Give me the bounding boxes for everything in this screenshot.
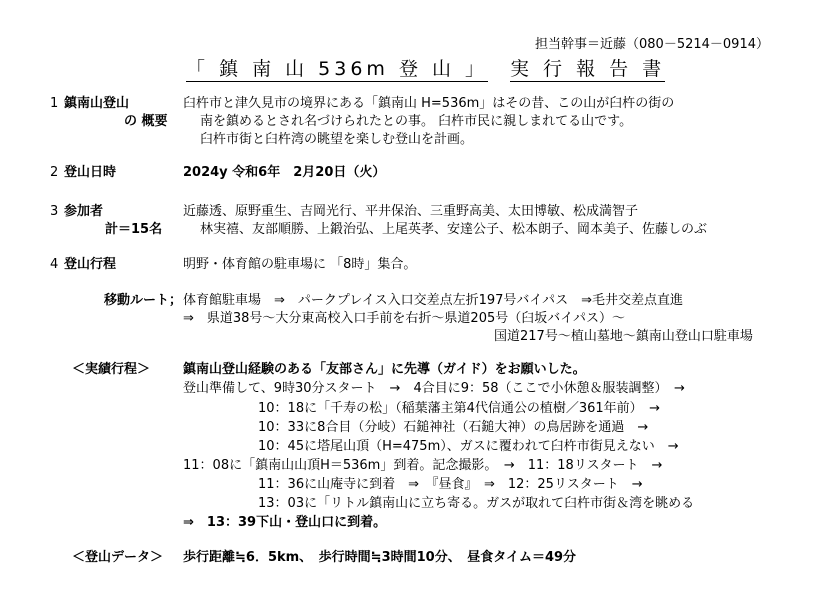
record-line: 10：33に8合目（分岐）石鎚神社（石鎚大神）の鳥居跡を通過 → [258, 420, 649, 435]
itinerary-value: 明野・体育館の駐車場に 「8時」集合。 [183, 257, 417, 272]
overview-line: 南を鎮めるとされ名づけられたとの事。 臼杵市民に親しまれてる山です。 [200, 114, 633, 129]
participants-label: 参加者 [64, 204, 104, 219]
route-line: ⇒ 県道38号～大分東高校入口手前を右折～県道205号（臼坂バイパス）～ [183, 311, 625, 326]
route-line: 国道217号～植山墓地～鎮南山登山口駐車場 [494, 329, 753, 344]
participants-count: 計＝15名 [105, 222, 163, 237]
overview-label-sub: の 概要 [124, 114, 168, 129]
route-line: 体育館駐車場 ⇒ パークプレイス入口交差点左折197号バイパス ⇒毛井交差点直進 [183, 293, 684, 308]
data-label: ＜登山データ＞ [72, 550, 164, 565]
contact-info: 担当幹事＝近藤（080－5214－0914） [535, 37, 769, 52]
record-label: ＜実績行程＞ [72, 362, 151, 377]
date-value: 2024y 令和6年 2月20日（火） [183, 165, 386, 180]
record-line: 10：18に「千寿の松」（稲葉藩主第4代信通公の植樹／361年前） → [258, 401, 661, 416]
report-title-suffix: 実 行 報 告 書 [510, 58, 666, 80]
record-line: 10：45に塔尾山頂（H=475m）、ガスに覆われて臼杵市街見えない → [258, 439, 679, 454]
section-number: 4 [50, 257, 59, 272]
record-line: 13：03に「リトル鎮南山に立ち寄る。ガスが取れて臼杵市街＆湾を眺める [258, 496, 695, 511]
data-value: 歩行距離≒6．5km、 歩行時間≒3時間10分、 昼食タイム＝49分 [183, 550, 577, 565]
route-label: 移動ルート； [104, 293, 183, 308]
record-line: 鎮南山登山経験のある「友部さん」に先導（ガイド）をお願いした。 [183, 362, 586, 377]
overview-line: 臼杵市と津久見市の境界にある「鎮南山 H=536m」はその昔、この山が臼杵の街の [183, 96, 675, 111]
report-title: 「 鎮 南 山 536m 登 山 」 [186, 58, 489, 80]
section-number: 2 [50, 165, 59, 180]
date-label: 登山日時 [64, 165, 117, 180]
record-line: 11：08に「鎮南山山頂H＝536m」到着。記念撮影。 → 11：18リスタート → [183, 458, 663, 473]
itinerary-label: 登山行程 [64, 257, 117, 272]
participants-line: 林実禧、友部順勝、上鍛治弘、上尾英孝、安達公子、松本朗子、岡本美子、佐藤しのぶ [200, 222, 708, 237]
record-line: 登山準備して、9時30分スタート → 4合目に9：58（ここで小休憩＆服装調整） → [183, 381, 685, 396]
overview-label: 鎮南山登山 [64, 96, 130, 111]
record-line: 11：36に山庵寺に到着 ⇒ 『昼食』 ⇒ 12：25リスタート → [258, 477, 643, 492]
participants-line: 近藤透、原野重生、吉岡光行、平井保治、三重野高美、太田博敏、松成満智子 [183, 204, 639, 219]
record-line: ⇒ 13：39下山・登山口に到着。 [183, 515, 387, 530]
section-number: 1 [50, 96, 59, 111]
section-number: 3 [50, 204, 59, 219]
overview-line: 臼杵市街と臼杵湾の眺望を楽しむ登山を計画。 [200, 132, 474, 147]
